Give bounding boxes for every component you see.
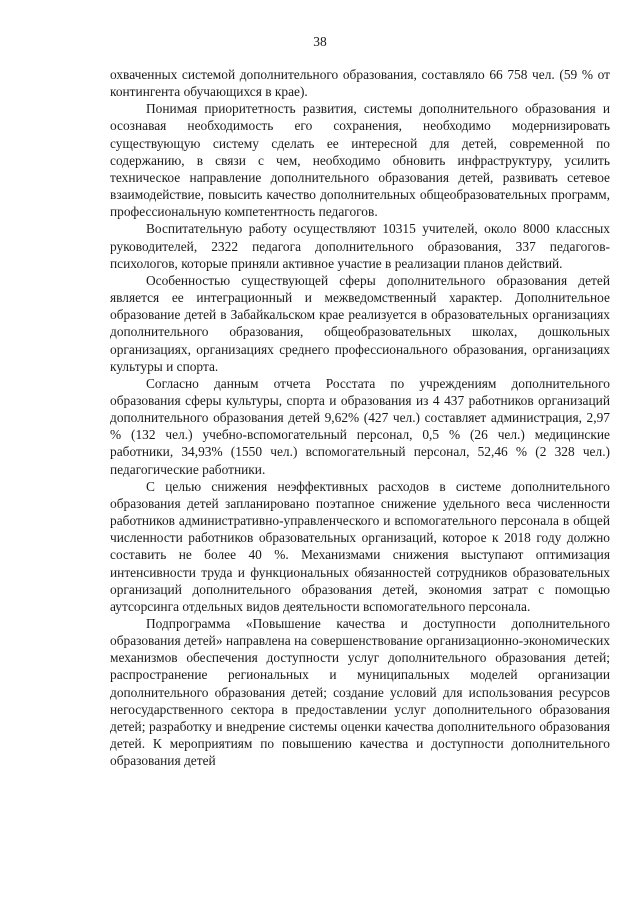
page-number: 38 [313, 34, 327, 49]
paragraph: Подпрограмма «Повышение качества и доступности дополнительного образования детей» направлена на совершенствование организационно-экономических механизмов обеспечения доступности услуг дополнительного образования детей; распространение региональных и муниципальных моделей организации дополнительного образования детей; создание условий для использования ресурсов негосударственного сектора в предоставлении услуг дополнительного образования детей; разработку и внедрение системы оценки качества дополнительного образования детей. К мероприятиям по повышению качества и доступности дополнительного образования детей [110, 616, 610, 769]
paragraph: С целью снижения неэффективных расходов в системе дополнительного образования детей запланировано поэтапное снижение удельного веса численности работников административно-управленческого и вспомогательного персонала в общей численности работников образовательных организаций, которое к 2018 году должно составить не более 40 %. Механизмами снижения выступают оптимизация интенсивности труда и функциональных обязанностей сотрудников образовательных организаций дополнительного образования детей, экономия затрат с помощью аутсорсинга отдельных видов деятельности вспомогательного персонала. [110, 478, 610, 614]
paragraph-continuation: охваченных системой дополнительного образования, составляло 66 758 чел. (59 % от контингента обучающихся в крае). [110, 67, 610, 100]
paragraph: Согласно данным отчета Росстата по учреждениям дополнительного образования сферы культуры, спорта и образования из 4 437 работников организаций дополнительного образования детей 9,62% (427 чел.) составляет администрация, 2,97 % (132 чел.) учебно-вспомогательный персонал, 0,5 % (26 чел.) медицинские работники, 34,93% (1550 чел.) вспомогательный персонал, 52,46 % (2 328 чел.) педагогические работники. [110, 375, 610, 477]
body-text [110, 66, 610, 769]
paragraph: Воспитательную работу осуществляют 10315 учителей, около 8000 классных руководителей, 2322 педагога дополнительного образования, 337 педагогов-психологов, которые приняли активное участие в реализации планов действий. [110, 221, 610, 271]
paragraph: Понимая приоритетность развития, системы дополнительного образования и осознавая необходимость его сохранения, необходимо модернизировать существующую систему сделать ее интересной для детей, современной по содержанию, в связи с чем, необходимо обновить инфраструктуру, усилить техническое направление дополнительного образования детей, развивать сетевое взаимодействие, повысить качество дополнительных общеобразовательных программ, профессиональную компетентность педагогов. [110, 101, 610, 220]
paragraph: Особенностью существующей сферы дополнительного образования детей является ее интеграционный и межведомственный характер. Дополнительное образование детей в Забайкальском крае реализуется в образовательных организациях дополнительного образования, общеобразовательных школах, дошкольных организациях, организациях среднего профессионального образования, организациях культуры и спорта. [110, 272, 610, 374]
